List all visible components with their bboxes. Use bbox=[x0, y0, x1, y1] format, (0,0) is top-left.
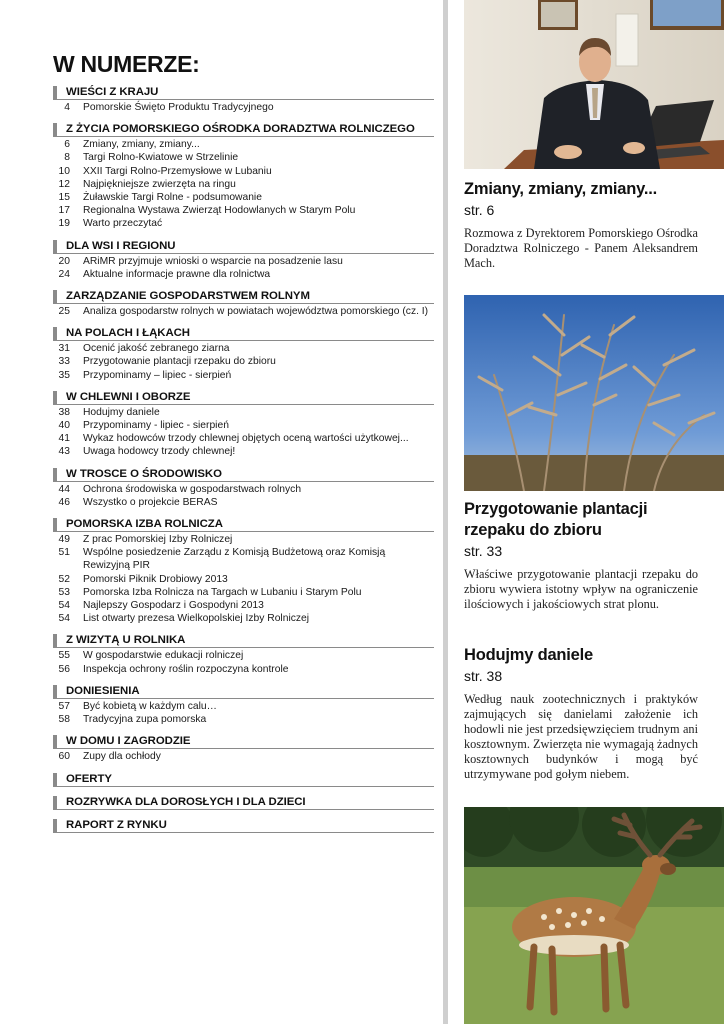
toc-item-page: 6 bbox=[64, 139, 70, 151]
toc-section-heading-label: NA POLACH I ŁĄKACH bbox=[66, 327, 190, 340]
toc-item-page: 53 bbox=[58, 586, 70, 598]
toc-item-page: 57 bbox=[58, 700, 70, 712]
toc-section bbox=[53, 735, 434, 763]
toc-item-title: Zupy dla ochłody bbox=[83, 751, 161, 763]
toc-section-heading-label: OFERTY bbox=[66, 772, 112, 785]
toc-section-heading-label: POMORSKA IZBA ROLNICZA bbox=[66, 518, 223, 531]
toc-section-heading-label: W TROSCE O ŚRODOWISKO bbox=[66, 467, 222, 480]
toc-item-title: List otwarty prezesa Wielkopolskiej Izby Rolniczej bbox=[83, 613, 310, 625]
toc-item[interactable] bbox=[53, 255, 434, 268]
toc-item-title: Tradycyjna zupa pomorska bbox=[83, 714, 207, 726]
toc-item-page: 55 bbox=[58, 650, 70, 662]
toc-item-page: 54 bbox=[58, 600, 70, 612]
toc-section bbox=[53, 86, 434, 114]
toc-item-list bbox=[53, 405, 434, 459]
feature-title[interactable]: Przygotowanie plantacji rzepaku do zbioru bbox=[464, 500, 648, 539]
toc-item-list bbox=[53, 137, 434, 230]
toc-section-heading[interactable] bbox=[53, 773, 434, 787]
toc-sections bbox=[53, 86, 434, 833]
toc-item-page: 49 bbox=[58, 534, 70, 546]
toc-item-title: Ochrona środowiska w gospodarstwach rolnych bbox=[83, 483, 302, 495]
toc-section bbox=[53, 634, 434, 675]
toc-section-heading[interactable] bbox=[53, 240, 434, 254]
toc-item-page: 56 bbox=[58, 663, 70, 675]
toc-section-heading-label: ROZRYWKA DLA DOROSŁYCH I DLA DZIECI bbox=[66, 795, 306, 808]
toc-section-heading-label: W DOMU I ZAGRODZIE bbox=[66, 735, 191, 748]
toc-section-heading[interactable] bbox=[53, 735, 434, 749]
toc-item-page: 38 bbox=[58, 406, 70, 418]
toc-item[interactable] bbox=[53, 663, 434, 676]
toc-item-title: Z prac Pomorskiej Izby Rolniczej bbox=[83, 534, 233, 546]
toc-section-heading-label: DLA WSI I REGIONU bbox=[66, 239, 176, 252]
toc-section bbox=[53, 819, 434, 833]
toc-item[interactable] bbox=[53, 178, 434, 191]
toc-item[interactable] bbox=[53, 342, 434, 355]
toc-section bbox=[53, 327, 434, 382]
toc-item[interactable] bbox=[53, 217, 434, 230]
toc-item[interactable] bbox=[53, 586, 434, 599]
toc-item-title: Najlepszy Gospodarz i Gospodyni 2013 bbox=[83, 600, 264, 612]
toc-item-page: 10 bbox=[58, 165, 70, 177]
toc-item-page: 15 bbox=[58, 192, 70, 204]
toc-item-title: Uwaga hodowcy trzody chlewnej! bbox=[83, 446, 236, 458]
toc-item-title: Wspólne posiedzenie Zarządu z Komisją Budżetową oraz Komisją Rewizyjną PIR bbox=[83, 547, 386, 572]
toc-item-title: Zmiany, zmiany, zmiany... bbox=[83, 139, 200, 151]
toc-item[interactable] bbox=[53, 713, 434, 726]
toc-item-title: Warto przeczytać bbox=[83, 218, 163, 230]
toc-item-page: 25 bbox=[58, 306, 70, 318]
toc-section-heading[interactable] bbox=[53, 468, 434, 482]
toc-item[interactable] bbox=[53, 101, 434, 114]
toc-section bbox=[53, 240, 434, 281]
toc-item[interactable] bbox=[53, 419, 434, 432]
toc-item-title: Wykaz hodowców trzody chlewnej objętych oceną wartości użytkowej... bbox=[83, 433, 409, 445]
toc-item-list bbox=[53, 304, 434, 318]
toc-item-page: 51 bbox=[58, 547, 70, 559]
toc-item[interactable] bbox=[53, 151, 434, 164]
toc-item[interactable] bbox=[53, 305, 434, 318]
toc-section-heading-label: W CHLEWNI I OBORZE bbox=[66, 390, 191, 403]
feature-page: str. 38 bbox=[464, 668, 503, 684]
toc-item-title: Ocenić jakość zebranego ziarna bbox=[83, 343, 230, 355]
toc-item-page: 58 bbox=[58, 714, 70, 726]
toc-section bbox=[53, 773, 434, 787]
toc-item-page: 60 bbox=[58, 751, 70, 763]
toc-section-heading[interactable] bbox=[53, 391, 434, 405]
toc-section-heading[interactable] bbox=[53, 123, 434, 137]
toc-item-page: 40 bbox=[58, 420, 70, 432]
toc-section-heading[interactable] bbox=[53, 518, 434, 532]
feature-page: str. 33 bbox=[464, 543, 503, 559]
toc-item-list bbox=[53, 749, 434, 763]
toc-item[interactable] bbox=[53, 750, 434, 763]
feature-title[interactable]: Zmiany, zmiany, zmiany... bbox=[464, 180, 658, 198]
toc-item-title: Analiza gospodarstw rolnych w powiatach województwa pomorskiego (cz. I) bbox=[83, 306, 429, 318]
toc-section-heading[interactable] bbox=[53, 86, 434, 100]
toc-item-page: 54 bbox=[58, 613, 70, 625]
director-photo bbox=[464, 0, 724, 169]
toc-item-title: Żuławskie Targi Rolne - podsumowanie bbox=[83, 192, 262, 204]
feature-fallow-deer bbox=[464, 645, 698, 782]
toc-section-heading[interactable] bbox=[53, 634, 434, 648]
toc-item-page: 20 bbox=[58, 255, 70, 267]
column-separator bbox=[443, 0, 448, 1024]
toc-item-title: Regionalna Wystawa Zwierząt Hodowlanych w Starym Polu bbox=[83, 205, 356, 217]
toc-item-title: Pomorskie Święto Produktu Tradycyjnego bbox=[83, 102, 274, 113]
toc-item-title: Najpiękniejsze zwierzęta na ringu bbox=[83, 178, 236, 190]
toc-item[interactable] bbox=[53, 138, 434, 151]
feature-title[interactable]: Hodujmy daniele bbox=[464, 646, 594, 664]
toc-section-heading[interactable] bbox=[53, 796, 434, 810]
toc-item[interactable] bbox=[53, 369, 434, 382]
toc-section-heading-label: Z WIZYTĄ U ROLNIKA bbox=[66, 634, 186, 647]
toc-item-page: 24 bbox=[58, 268, 70, 280]
toc-item-title: Pomorska Izba Rolnicza na Targach w Lubaniu i Starym Polu bbox=[83, 586, 362, 598]
toc-item[interactable] bbox=[53, 496, 434, 509]
toc-item-page: 8 bbox=[64, 152, 70, 164]
toc-item-title: Przypominamy - lipiec - sierpień bbox=[83, 420, 229, 432]
toc-section bbox=[53, 468, 434, 509]
toc-item[interactable] bbox=[53, 355, 434, 368]
toc-section bbox=[53, 685, 434, 726]
feature-page: str. 6 bbox=[464, 202, 495, 218]
toc-section-heading-label: DONIESIENIA bbox=[66, 684, 140, 697]
toc-section bbox=[53, 796, 434, 810]
toc-item-page: 43 bbox=[58, 446, 70, 458]
toc-item-title: Targi Rolno-Kwiatowe w Strzelinie bbox=[83, 152, 239, 164]
toc-section-heading-label: RAPORT Z RYNKU bbox=[66, 818, 167, 831]
toc-item[interactable] bbox=[53, 700, 434, 713]
toc-section-heading[interactable] bbox=[53, 327, 434, 341]
toc-section-heading[interactable] bbox=[53, 290, 434, 304]
toc-item-page: 52 bbox=[58, 573, 70, 585]
toc-item-page: 31 bbox=[58, 343, 70, 355]
toc-item[interactable] bbox=[53, 204, 434, 217]
toc-item-list bbox=[53, 532, 434, 625]
toc-item[interactable] bbox=[53, 191, 434, 204]
toc-section-heading-label: WIEŚCI Z KRAJU bbox=[66, 86, 159, 98]
rapeseed-photo bbox=[464, 295, 724, 491]
toc-section bbox=[53, 391, 434, 459]
toc-item[interactable] bbox=[53, 432, 434, 445]
toc-item-page: 17 bbox=[58, 205, 70, 217]
table-of-contents bbox=[53, 52, 434, 833]
toc-item-list bbox=[53, 100, 434, 114]
toc-item-title: Być kobietą w każdym calu… bbox=[83, 700, 217, 712]
toc-item-title: Przypominamy – lipiec - sierpień bbox=[83, 369, 232, 381]
feature-description: Rozmowa z Dyrektorem Pomorskiego Ośrodka Doradztwa Rolniczego - Panem Aleksandrem Mach. bbox=[464, 226, 698, 270]
toc-item-title: Aktualne informacje prawne dla rolnictwa bbox=[83, 268, 271, 280]
toc-item[interactable] bbox=[53, 533, 434, 546]
toc-item-page: 44 bbox=[58, 483, 70, 495]
feature-rapeseed bbox=[464, 499, 698, 612]
toc-item[interactable] bbox=[53, 546, 434, 572]
toc-item-page: 4 bbox=[64, 102, 70, 113]
toc-item-page: 19 bbox=[58, 218, 70, 230]
toc-item-page: 35 bbox=[58, 369, 70, 381]
toc-item[interactable] bbox=[53, 406, 434, 419]
toc-section bbox=[53, 123, 434, 230]
toc-item-page: 41 bbox=[58, 433, 70, 445]
toc-item[interactable] bbox=[53, 483, 434, 496]
toc-item-list bbox=[53, 341, 434, 382]
toc-item-title: Pomorski Piknik Drobiowy 2013 bbox=[83, 573, 228, 585]
toc-section-heading-label: Z ŻYCIA POMORSKIEGO OŚRODKA DORADZTWA ROLNICZEGO bbox=[66, 123, 415, 136]
feature-director-interview bbox=[464, 179, 698, 271]
toc-item-list bbox=[53, 699, 434, 726]
toc-section-heading-label: ZARZĄDZANIE GOSPODARSTWEM ROLNYM bbox=[66, 290, 310, 303]
toc-section bbox=[53, 290, 434, 318]
feature-description: Według nauk zootechnicznych i praktyków zajmujących się danielami założenie ich hodowli nie jest przedsięwzięciem trudnym ani kosztownym. Zwierzęta nie wymagają żadnych kosztownych budynków i mogą być utrzymywane pod gołym niebem. bbox=[464, 692, 698, 781]
toc-item-list bbox=[53, 254, 434, 281]
toc-item-title: W gospodarstwie edukacji rolniczej bbox=[83, 650, 244, 662]
toc-section-heading[interactable] bbox=[53, 819, 434, 833]
toc-item-title: ARiMR przyjmuje wnioski o wsparcie na posadzenie lasu bbox=[83, 255, 343, 267]
toc-item-title: Hodujmy daniele bbox=[83, 406, 160, 418]
toc-item-title: Wszystko o projekcie BERAS bbox=[83, 496, 218, 508]
toc-item-title: Inspekcja ochrony roślin rozpoczyna kontrole bbox=[83, 663, 289, 675]
toc-item-title: XXII Targi Rolno-Przemysłowe w Lubaniu bbox=[83, 165, 272, 177]
toc-item[interactable] bbox=[53, 649, 434, 662]
toc-item[interactable] bbox=[53, 268, 434, 281]
feature-description: Właściwe przygotowanie plantacji rzepaku do zbioru wywiera istotny wpływ na ograniczenie ilościowych i jakościowych strat plonu. bbox=[464, 567, 698, 611]
toc-item-list bbox=[53, 482, 434, 509]
toc-item-title: Przygotowanie plantacji rzepaku do zbioru bbox=[83, 356, 276, 368]
toc-item[interactable] bbox=[53, 165, 434, 178]
fallow-deer-photo bbox=[464, 807, 724, 1024]
toc-section-heading[interactable] bbox=[53, 685, 434, 699]
toc-title: W NUMERZE: bbox=[53, 51, 200, 77]
toc-item[interactable] bbox=[53, 612, 434, 625]
toc-item-page: 46 bbox=[58, 496, 70, 508]
toc-item-list bbox=[53, 648, 434, 675]
toc-item-page: 12 bbox=[58, 178, 70, 190]
toc-item[interactable] bbox=[53, 599, 434, 612]
toc-item[interactable] bbox=[53, 573, 434, 586]
toc-item-page: 33 bbox=[58, 356, 70, 368]
toc-section bbox=[53, 518, 434, 625]
toc-item[interactable] bbox=[53, 445, 434, 458]
